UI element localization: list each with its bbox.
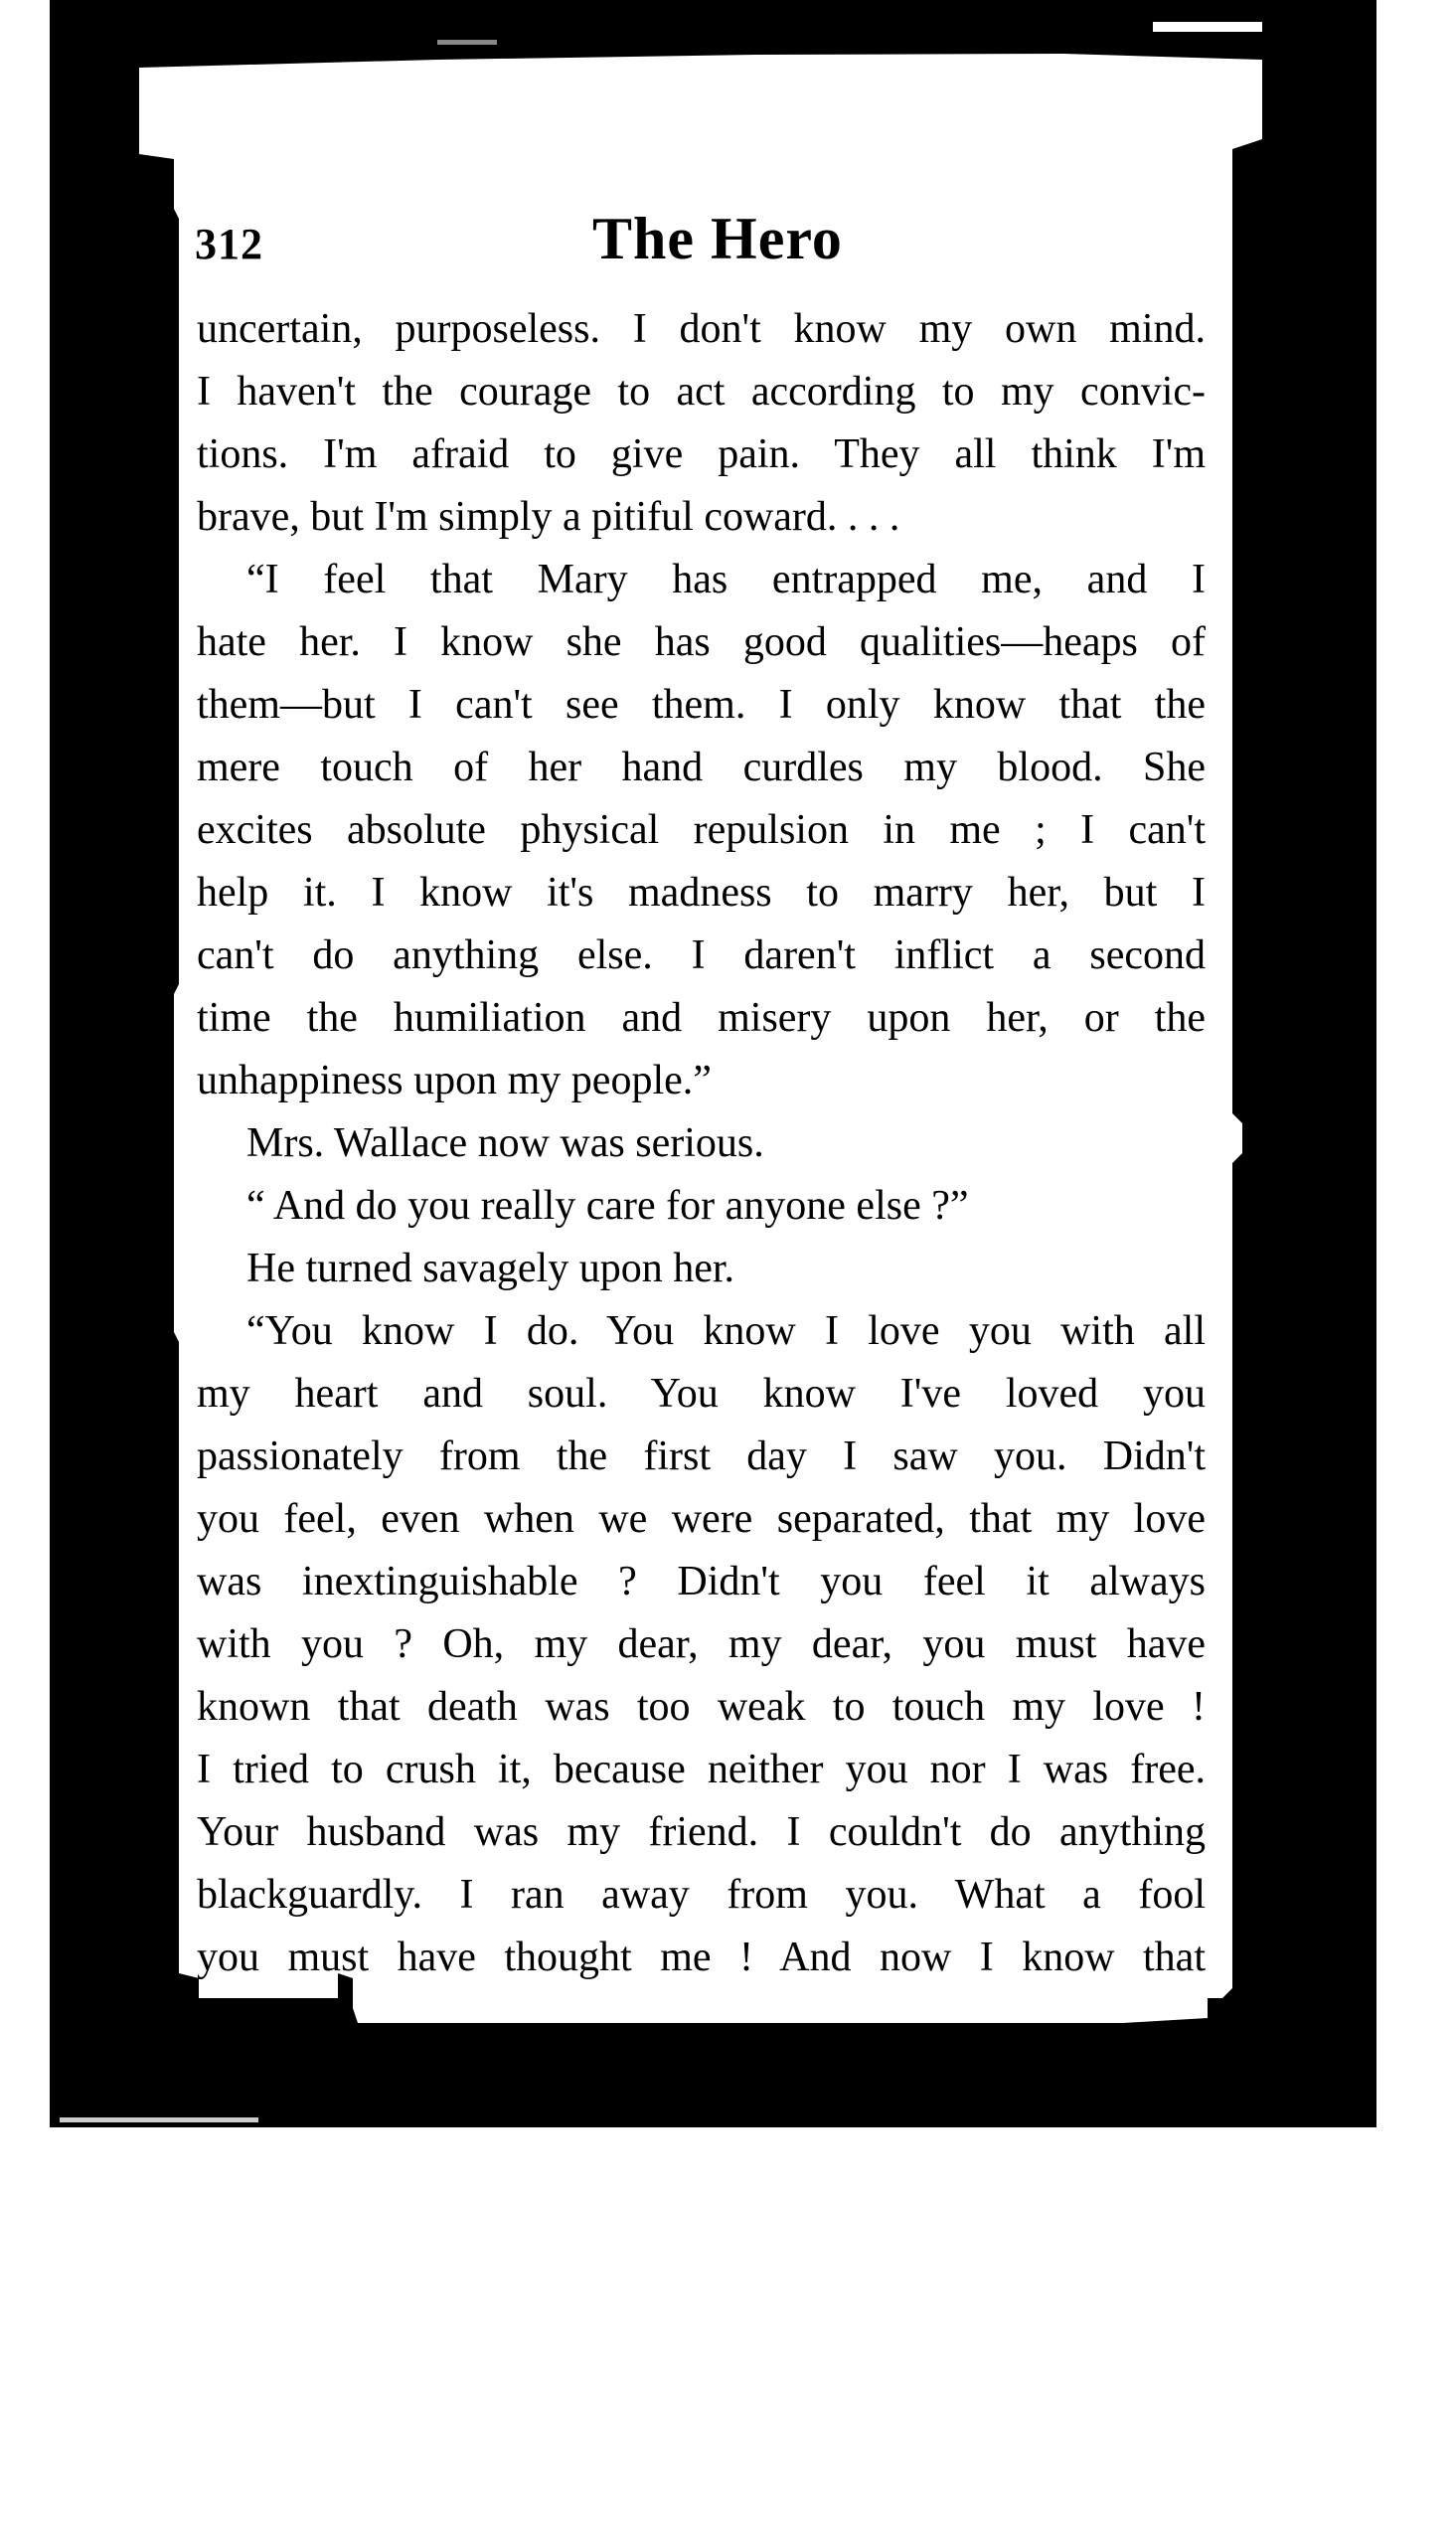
text-line: you feel, even when we were separated, that my love xyxy=(197,1496,1206,1542)
text-line: with you ? Oh, my dear, my dear, you must have xyxy=(197,1621,1206,1667)
running-title: The Hero xyxy=(592,206,843,271)
text-line: He turned savagely upon her. xyxy=(246,1246,735,1291)
scan-artifact xyxy=(60,2117,258,2122)
scan-artifact xyxy=(1153,22,1262,32)
text-line: time the humiliation and misery upon her, or the xyxy=(197,995,1206,1041)
text-line: I haven't the courage to act according to my convic- xyxy=(197,369,1206,415)
text-line: can't do anything else. I daren't inflict a second xyxy=(197,932,1206,978)
text-line: mere touch of her hand curdles my blood. She xyxy=(197,745,1206,790)
text-line: Your husband was my friend. I couldn't do anything xyxy=(197,1809,1206,1855)
text-line: passionately from the first day I saw you. Didn't xyxy=(197,1433,1206,1479)
text-line: tions. I'm afraid to give pain. They all think I'm xyxy=(197,431,1206,477)
text-line: was inextinguishable ? Didn't you feel it always xyxy=(197,1559,1206,1604)
text-line: unhappiness upon my people.” xyxy=(197,1058,712,1103)
text-line: you must have thought me ! And now I know that xyxy=(197,1935,1206,1980)
text-line: excites absolute physical repulsion in me ; I can't xyxy=(197,807,1206,853)
page-number: 312 xyxy=(195,220,263,268)
text-line: known that death was too weak to touch my love ! xyxy=(197,1684,1206,1730)
text-line: them—but I can't see them. I only know that the xyxy=(197,682,1206,728)
text-line: brave, but I'm simply a pitiful coward. . . . xyxy=(197,494,900,540)
text-line: hate her. I know she has good qualities—heaps of xyxy=(197,619,1206,665)
text-line: “You know I do. You know I love you with all xyxy=(246,1308,1206,1354)
text-line: my heart and soul. You know I've loved you xyxy=(197,1371,1206,1417)
text-line: help it. I know it's madness to marry her, but I xyxy=(197,870,1206,916)
text-line: “ And do you really care for anyone else ?” xyxy=(246,1183,969,1229)
text-line: I tried to crush it, because neither you nor I was free. xyxy=(197,1747,1206,1792)
text-line: “I feel that Mary has entrapped me, and I xyxy=(246,557,1206,602)
text-line: Mrs. Wallace now was serious. xyxy=(246,1120,764,1166)
scan-artifact xyxy=(437,40,497,45)
text-line: blackguardly. I ran away from you. What a fool xyxy=(197,1872,1206,1918)
text-line: uncertain, purposeless. I don't know my own mind. xyxy=(197,306,1206,352)
